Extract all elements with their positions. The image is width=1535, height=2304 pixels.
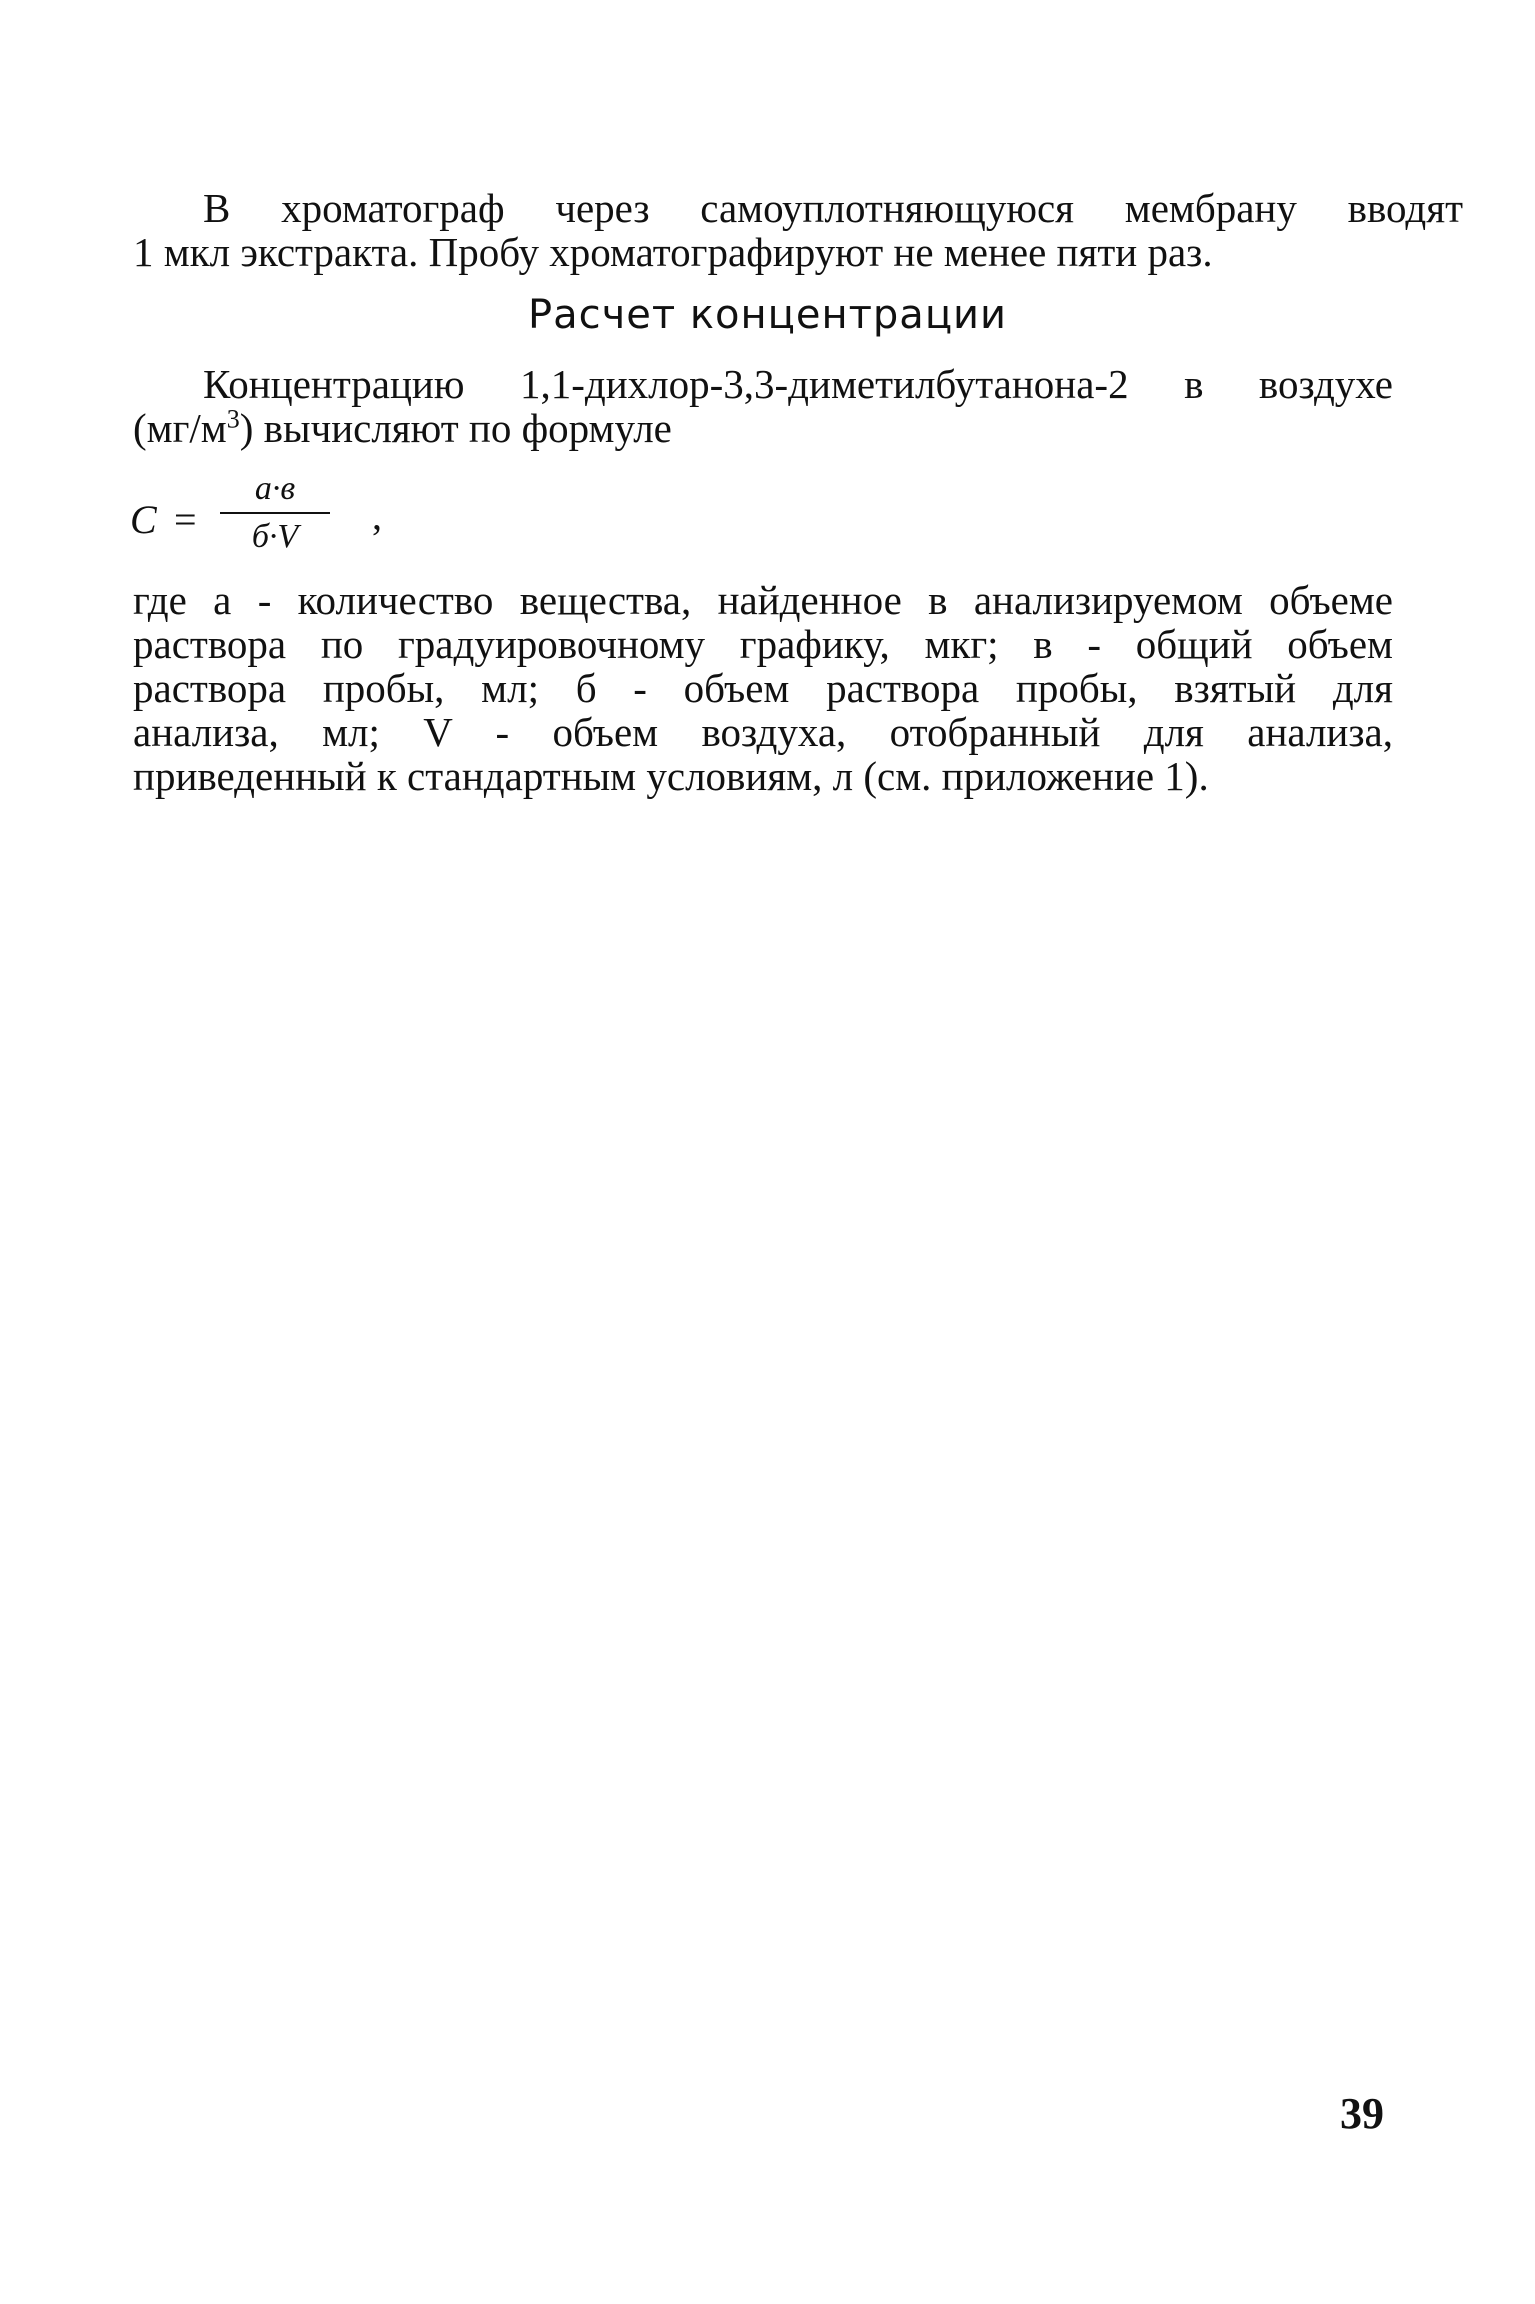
formula-fraction <box>220 470 330 556</box>
concentration-unit-open: (мг/м <box>133 405 227 451</box>
formula-comma: , <box>372 493 382 538</box>
section-title: Расчет концентрации <box>527 292 1008 338</box>
legend-line-1: где а - количество вещества, найденное в анализируемом объеме <box>133 577 1393 623</box>
concentration-line-2 <box>133 406 1393 450</box>
legend-line-3: раствора пробы, мл; б - объем раствора пробы, взятый для <box>133 665 1393 711</box>
formula-fraction-bar <box>220 512 330 514</box>
intro-paragraph <box>133 186 1463 274</box>
legend-paragraph <box>133 578 1393 798</box>
concentration-unit-superscript: 3 <box>226 404 240 434</box>
concentration-line-1: Концентрацию 1,1-дихлор-3,3-диметилбутанона-2 в воздухе <box>203 361 1393 407</box>
formula-denominator: б·V <box>251 518 299 555</box>
formula-lhs: C <box>130 497 157 542</box>
formula-equals: = <box>174 497 197 542</box>
concentration-line-2-rest: ) вычисляют по формуле <box>239 405 672 451</box>
intro-line-2: 1 мкл экстракта. Пробу хроматографируют не менее пяти раз. <box>133 229 1213 275</box>
page-number: 39 <box>1340 2089 1384 2138</box>
concentration-formula <box>130 470 430 570</box>
concentration-paragraph <box>133 362 1393 450</box>
intro-line-1: В хроматограф через самоуплотняющуюся мембрану вводят <box>203 185 1463 231</box>
legend-line-4: анализа, мл; V - объем воздуха, отобранный для анализа, <box>133 709 1393 755</box>
formula-numerator: а·в <box>254 470 296 507</box>
legend-line-5: приведенный к стандартным условиям, л (см. приложение 1). <box>133 753 1209 799</box>
legend-line-2: раствора по градуировочному графику, мкг; в - общий объем <box>133 621 1393 667</box>
